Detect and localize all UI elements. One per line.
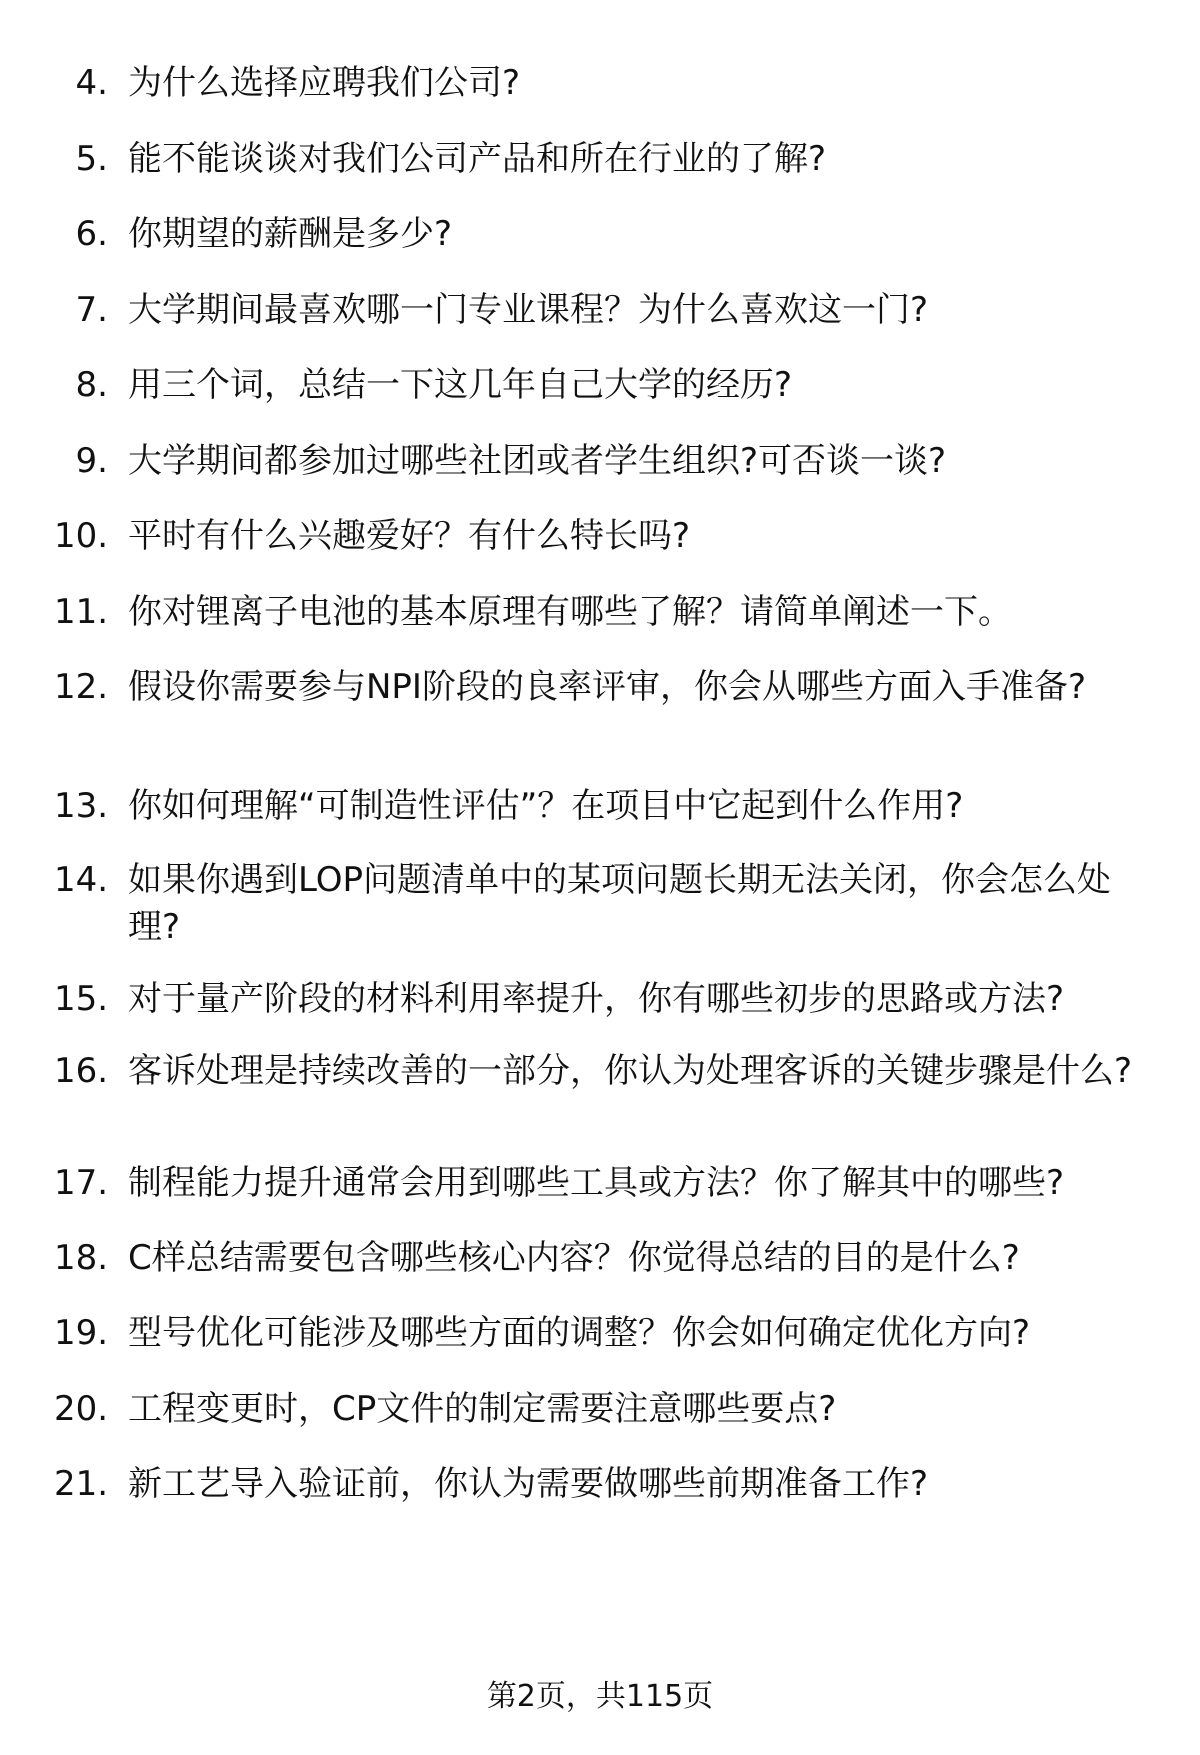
question-text: 如果你遇到LOP问题清单中的某项问题长期无法关闭，你会怎么处理? <box>128 860 1111 947</box>
question-text: 型号优化可能涉及哪些方面的调整？你会如何确定优化方向? <box>128 1313 1031 1353</box>
question-number: 5. <box>75 139 108 179</box>
question-number: 13. <box>54 786 109 826</box>
question-number: 21. <box>54 1464 109 1504</box>
question-text: 为什么选择应聘我们公司? <box>128 63 521 103</box>
question-text: 客诉处理是持续改善的一部分，你认为处理客诉的关键步骤是什么? <box>128 1051 1133 1091</box>
question-text: 你对锂离子电池的基本原理有哪些了解？请简单阐述一下。 <box>128 592 1012 632</box>
question-text: 大学期间都参加过哪些社团或者学生组织?可否谈一谈? <box>128 441 947 481</box>
question-text: 用三个词，总结一下这几年自己大学的经历? <box>128 365 793 405</box>
question-number: 17. <box>54 1163 109 1203</box>
question-text: 制程能力提升通常会用到哪些工具或方法？你了解其中的哪些? <box>128 1163 1065 1203</box>
question-number: 15. <box>54 979 109 1019</box>
page-footer: 第2页，共115页 <box>486 1679 714 1714</box>
question-text: 你期望的薪酬是多少? <box>128 214 453 254</box>
question-number: 19. <box>54 1313 109 1353</box>
question-number: 20. <box>54 1389 109 1429</box>
question-text: 能不能谈谈对我们公司产品和所在行业的了解? <box>128 139 827 179</box>
question-number: 10. <box>54 516 109 556</box>
question-text: 你如何理解“可制造性评估”？在项目中它起到什么作用? <box>128 786 964 826</box>
question-number: 6. <box>75 214 108 254</box>
question-text: 大学期间最喜欢哪一门专业课程？为什么喜欢这一门? <box>128 290 929 330</box>
question-text: 假设你需要参与NPI阶段的良率评审，你会从哪些方面入手准备? <box>128 667 1087 707</box>
question-text: 平时有什么兴趣爱好？有什么特长吗? <box>128 516 691 556</box>
question-number: 4. <box>75 63 108 103</box>
question-text: C样总结需要包含哪些核心内容？你觉得总结的目的是什么? <box>128 1238 1020 1278</box>
question-number: 16. <box>54 1051 109 1091</box>
question-number: 7. <box>75 290 108 330</box>
question-number: 18. <box>54 1238 109 1278</box>
question-number: 9. <box>75 441 108 481</box>
question-number: 11. <box>54 592 109 632</box>
question-number: 12. <box>54 667 109 707</box>
question-text: 工程变更时，CP文件的制定需要注意哪些要点? <box>128 1389 837 1429</box>
question-text: 新工艺导入验证前，你认为需要做哪些前期准备工作? <box>128 1464 929 1504</box>
question-number: 14. <box>54 860 109 900</box>
question-number: 8. <box>75 365 108 405</box>
question-text: 对于量产阶段的材料利用率提升，你有哪些初步的思路或方法? <box>128 979 1065 1019</box>
